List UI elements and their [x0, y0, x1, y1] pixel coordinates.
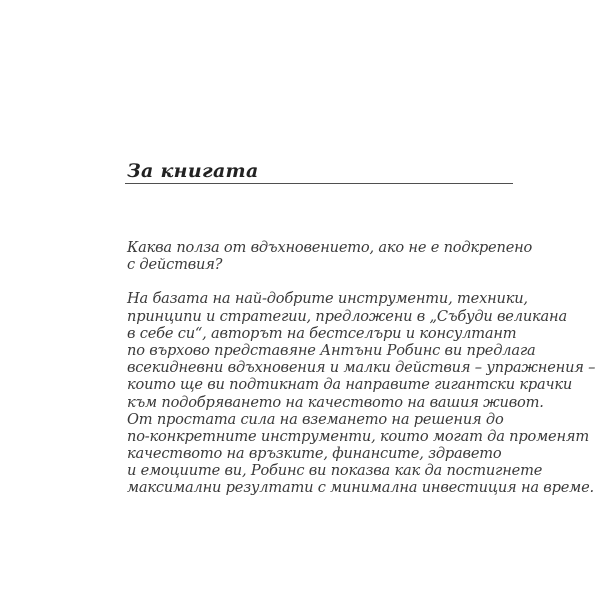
- text-line: с действия?: [127, 256, 223, 274]
- text-line: принципи и стратегии, предложени в „Събуди великана: [127, 307, 567, 325]
- text-line: максимални резултати с минимална инвестиция на време.: [127, 479, 594, 497]
- text-line: по върхово представяне Антъни Робинс ви предлага: [127, 341, 536, 359]
- heading-rule: [125, 183, 513, 184]
- text-line: към подобряването на качеството на вашия живот.: [127, 393, 544, 411]
- text-line: Каква полза от вдъхновението, ако не е подкрепено: [127, 239, 533, 256]
- text-line: всекидневни вдъхновения и малки действия – упражнения –: [127, 359, 596, 377]
- text-line: в себе си“, авторът на бестселъри и консултант: [127, 324, 517, 342]
- page-title: За книгата: [127, 160, 259, 182]
- text-line: по-конкретните инструменти, които могат да променят: [127, 427, 589, 445]
- text-line: На базата на най-добрите инструменти, техники,: [127, 290, 528, 308]
- body-text: [127, 239, 596, 497]
- paragraph-description: [127, 290, 596, 497]
- paragraph-intro: [127, 239, 533, 274]
- section-header: [125, 160, 513, 184]
- text-line: и емоциите ви, Робинс ви показва как да постигнете: [127, 462, 543, 480]
- text-line: От простата сила на вземането на решения до: [127, 410, 504, 428]
- text-line: качеството на връзките, финансите, здравето: [127, 445, 502, 463]
- text-line: които ще ви подтикнат да направите гигантски крачки: [127, 376, 573, 394]
